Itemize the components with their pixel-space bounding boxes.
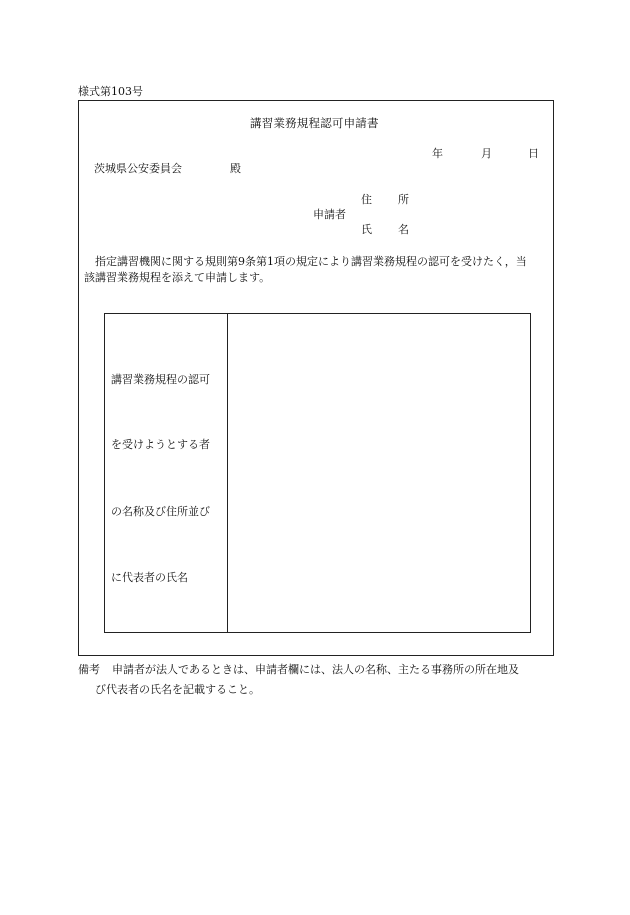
table-label-line-3: の名称及び住所並び [111,505,210,518]
body-text-line-1: 指定講習機関に関する規則第9条第1項の規定により講習業務規程の認可を受けたく，当 [95,255,527,268]
body-text-line-2: 該講習業務規程を添えて申請します。 [84,271,271,284]
remarks-heading: 備考 [78,663,100,676]
table-label-line-2: を受けようとする者 [111,438,210,451]
document-title: 講習業務規程認可申請書 [250,116,379,130]
applicant-label: 申請者 [313,208,346,221]
table-label-line-4: に代表者の氏名 [111,571,188,584]
applicant-address-label-char-1: 住 [361,193,372,206]
table-column-divider [227,313,228,633]
table-label-line-1: 講習業務規程の認可 [111,373,210,386]
applicant-info-table [104,313,531,633]
applicant-name-label-char-2: 名 [398,223,409,236]
applicant-address-label-char-2: 所 [398,193,409,206]
remarks-text-line-2: び代表者の氏名を記載すること。 [95,683,260,696]
form-number: 様式第103号 [78,85,143,98]
applicant-name-label-char-1: 氏 [361,223,372,236]
date-day-label: 日 [528,147,539,160]
date-year-label: 年 [432,147,443,160]
addressee: 茨城県公安委員会 [94,162,182,175]
remarks-text-line-1: 申請者が法人であるときは、申請者欄には、法人の名称、主たる事務所の所在地及 [112,663,519,676]
date-month-label: 月 [481,147,492,160]
addressee-honorific: 殿 [230,162,241,175]
